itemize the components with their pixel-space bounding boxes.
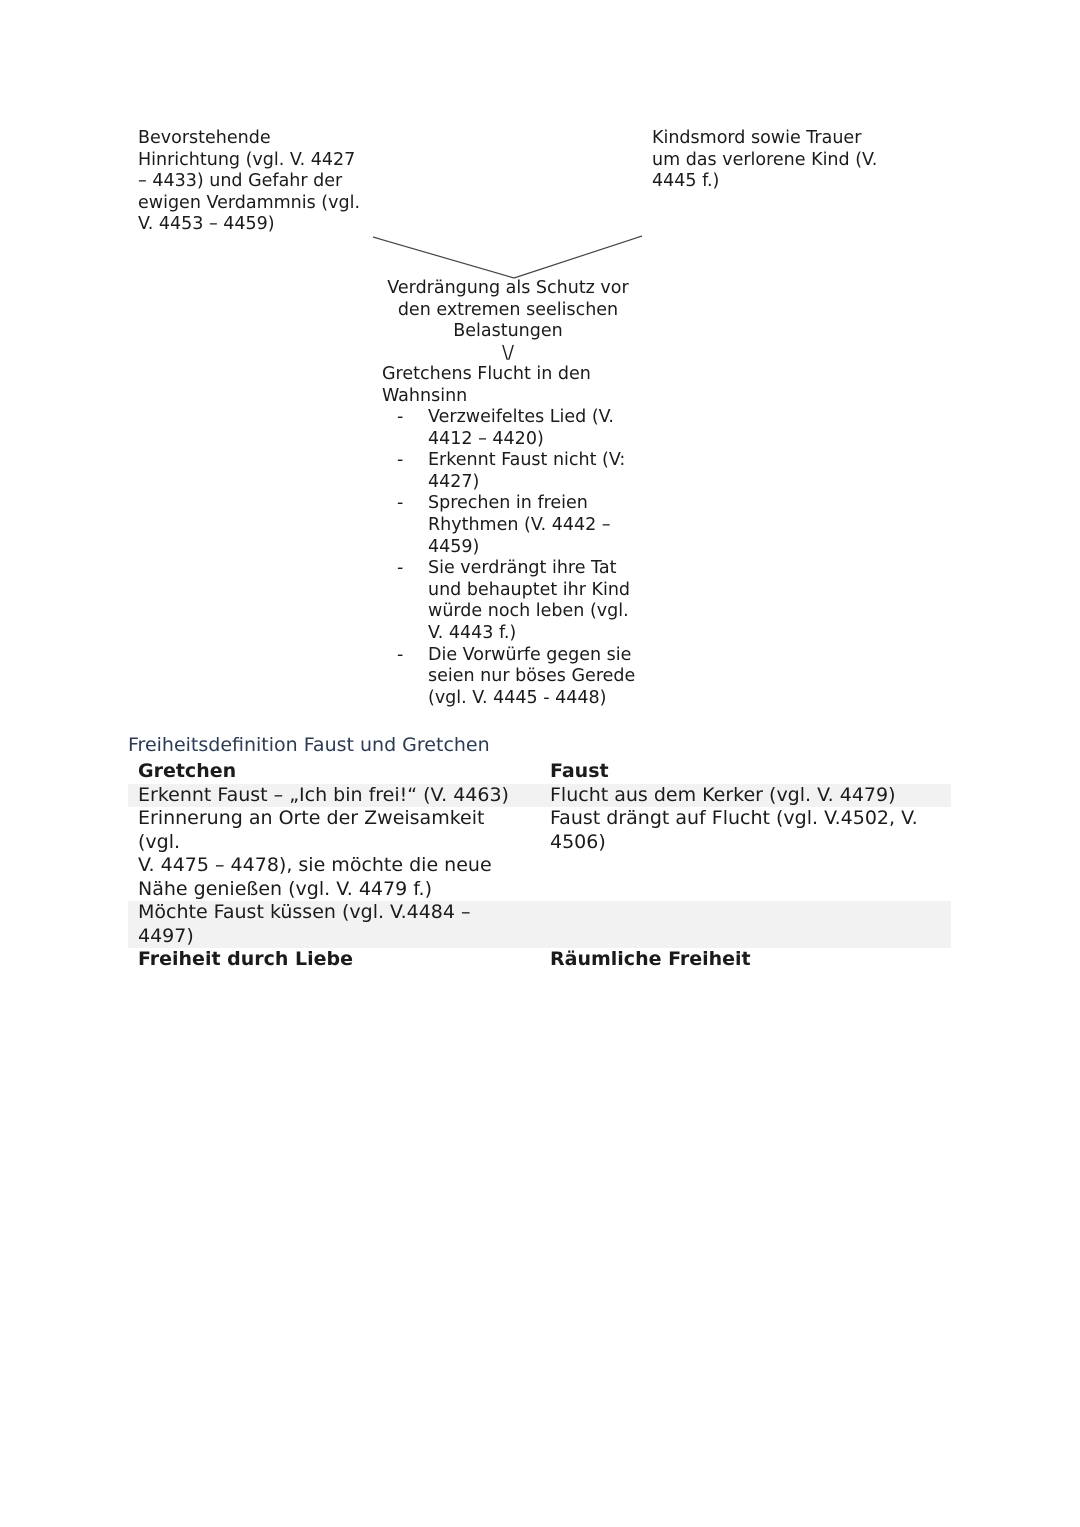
list-item — [383, 407, 643, 450]
flucht-list — [383, 407, 643, 709]
list-item — [383, 450, 643, 493]
bullet-dash: - — [397, 558, 404, 579]
list-item-text: Sie verdrängt ihre Tat und behauptet ihr Kind würde noch leben (vgl. V. 4443 f.) — [428, 558, 631, 643]
table-header-row — [128, 760, 951, 784]
bullet-dash: - — [397, 644, 404, 665]
cell-faust: Faust drängt auf Flucht (vgl. V.4502, V. 4506) — [550, 807, 918, 853]
list-item-text: Die Vorwürfe gegen sie seien nur böses Gerede (vgl. V. 4445 - 4448) — [428, 644, 636, 708]
list-item-text: Sprechen in freien Rhythmen (V. 4442 – 4459) — [428, 493, 611, 557]
cell-gretchen: Möchte Faust küssen (vgl. V.4484 – 4497) — [128, 901, 540, 948]
list-item — [383, 493, 643, 558]
table-row — [128, 784, 951, 808]
header-faust: Faust — [550, 760, 609, 782]
header-gretchen: Gretchen — [138, 760, 237, 782]
cell-faust — [540, 901, 951, 948]
center-note: Verdrängung als Schutz vor den extremen seelischen Belastungen — [387, 278, 629, 342]
list-item-text: Verzweifeltes Lied (V. 4412 – 4420) — [428, 407, 614, 449]
cell-gretchen: Erkennt Faust – „Ich bin frei!“ (V. 4463) — [128, 784, 540, 808]
cell-gretchen: Erinnerung an Orte der Zweisamkeit (vgl. V. 4475 – 4478), sie möchte die neue Nähe genießen (vgl. V. 4479 f.) — [138, 807, 492, 900]
down-arrow: \/ — [502, 343, 514, 363]
flucht-title: Gretchens Flucht in den Wahnsinn — [382, 364, 591, 406]
freiheit-table — [128, 760, 951, 972]
left-note: Bevorstehende Hinrichtung (vgl. V. 4427 – 4433) und Gefahr der ewigen Verdammnis (vgl. V. 4453 – 4459) — [138, 128, 361, 235]
left-connector-line — [373, 237, 514, 278]
table-row — [128, 901, 951, 948]
bullet-dash: - — [397, 493, 404, 514]
bullet-dash: - — [397, 407, 404, 427]
table-summary-row — [128, 948, 951, 972]
bullet-dash: - — [397, 450, 404, 471]
list-item — [383, 645, 643, 710]
right-connector-line — [514, 236, 642, 278]
list-item — [383, 558, 643, 644]
list-item-text: Erkennt Faust nicht (V: 4427) — [428, 450, 626, 492]
right-note: Kindsmord sowie Trauer um das verlorene Kind (V. 4445 f.) — [652, 128, 878, 192]
cell-faust: Flucht aus dem Kerker (vgl. V. 4479) — [540, 784, 951, 808]
summary-faust: Räumliche Freiheit — [550, 948, 751, 970]
table-row — [128, 807, 951, 901]
table-heading: Freiheitsdefinition Faust und Gretchen — [128, 734, 490, 756]
summary-gretchen: Freiheit durch Liebe — [138, 948, 354, 970]
